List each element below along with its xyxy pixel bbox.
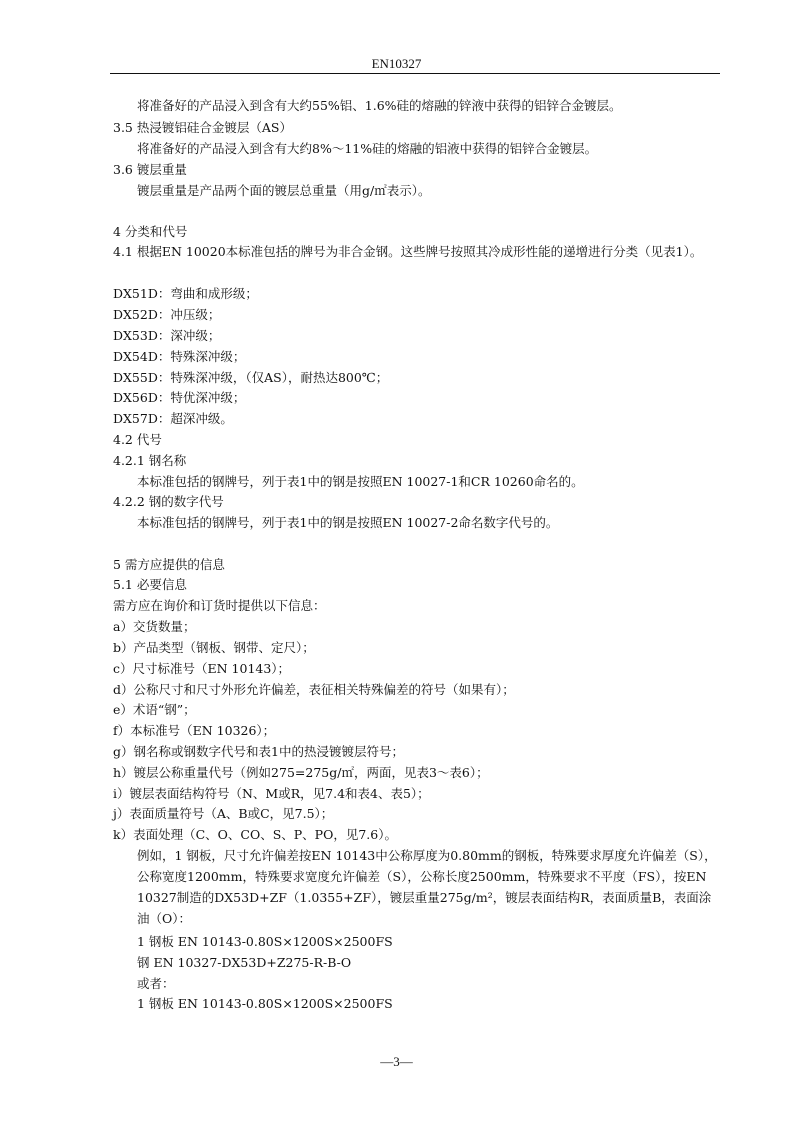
header-rule <box>110 73 720 74</box>
para-3-5: 将准备好的产品浸入到含有大约8%～11%硅的熔融的铝液中获得的铝锌合金镀层。 <box>137 141 598 156</box>
grade-item: DX52D：冲压级； <box>113 307 221 322</box>
heading-4-2-2: 4.2.2 钢的数字代号 <box>113 494 224 509</box>
para-4-2-1: 本标准包括的钢牌号，列于表1中的钢是按照EN 10027-1和CR 10260命名的。 <box>137 474 584 489</box>
grade-item: DX51D：弯曲和成形级； <box>113 286 258 301</box>
info-item: c）尺寸标准号（EN 10143）； <box>113 661 291 676</box>
info-item: j）表面质量符号（A、B或C，见7.5）； <box>113 806 334 821</box>
para-4-1: 4.1 根据EN 10020本标准包括的牌号为非合金钢。这些牌号按照其冷成形性能的递增进行分类（见表1）。 <box>113 244 703 259</box>
grade-item: DX54D：特殊深冲级； <box>113 349 246 364</box>
info-item: g）钢名称或钢数字代号和表1中的热浸镀镀层符号； <box>113 744 404 759</box>
section-4-title: 4 分类和代号 <box>113 224 188 239</box>
page-header: EN10327 <box>371 56 422 71</box>
grade-item: DX53D：深冲级； <box>113 328 221 343</box>
example-or: 或者： <box>137 976 175 991</box>
section-5-intro: 需方应在询价和订货时提供以下信息： <box>113 598 326 613</box>
example-line-1: 1 钢板 EN 10143-0.80S×1200S×2500FS <box>137 934 393 949</box>
info-item: f）本标准号（EN 10326）； <box>113 723 276 738</box>
info-item: e）术语“钢”； <box>113 702 196 717</box>
example-paragraph: 例如，1 钢板，尺寸允许偏差按EN 10143中公称厚度为0.80mm的钢板，特殊要求厚度允许偏差（S），公称宽度1200mm，特殊要求宽度允许偏差（S），公称长度2500mm，特殊要求不平度（FS），按EN 10327制造的DX53D+ZF（1.0355+ZF），镀层重量275g/m²，镀层表面结构R，表面质量B，表面涂油（O）： <box>137 848 717 926</box>
info-item: a）交货数量； <box>113 619 196 634</box>
info-item: i）镀层表面结构符号（N、M或R，见7.4和表4、表5）； <box>113 786 430 801</box>
heading-4-2-1: 4.2.1 钢名称 <box>113 453 187 468</box>
para-4-2-2: 本标准包括的钢牌号，列于表1中的钢是按照EN 10027-2命名数字代号的。 <box>137 515 559 530</box>
example-line-3: 1 钢板 EN 10143-0.80S×1200S×2500FS <box>137 996 393 1011</box>
heading-3-6: 3.6 镀层重量 <box>113 162 187 177</box>
info-item: k）表面处理（C、O、CO、S、P、PO，见7.6）。 <box>113 827 397 842</box>
para-3-4-continued: 将准备好的产品浸入到含有大约55%铝、1.6%硅的熔融的锌液中获得的铝锌合金镀层。 <box>137 98 622 113</box>
info-item: b）产品类型（钢板、钢带、定尺）； <box>113 640 315 655</box>
example-line-2: 钢 EN 10327-DX53D+Z275-R-B-O <box>137 955 352 970</box>
page-number: —3— <box>380 1054 413 1069</box>
grade-item: DX55D：特殊深冲级，（仅AS），耐热达800℃； <box>113 370 389 385</box>
heading-5-1: 5.1 必要信息 <box>113 577 187 592</box>
info-item: d）公称尺寸和尺寸外形允许偏差，表征相关特殊偏差的符号（如果有）； <box>113 682 515 697</box>
grade-item: DX56D：特优深冲级； <box>113 390 246 405</box>
section-5-title: 5 需方应提供的信息 <box>113 557 225 572</box>
heading-4-2: 4.2 代号 <box>113 432 162 447</box>
info-item: h）镀层公称重量代号（例如275=275g/㎡，两面，见表3～表6）； <box>113 765 489 780</box>
para-3-6: 镀层重量是产品两个面的镀层总重量（用g/㎡表示）。 <box>137 183 431 198</box>
heading-3-5: 3.5 热浸镀铝硅合金镀层（AS） <box>113 120 292 135</box>
grade-item: DX57D：超深冲级。 <box>113 411 233 426</box>
